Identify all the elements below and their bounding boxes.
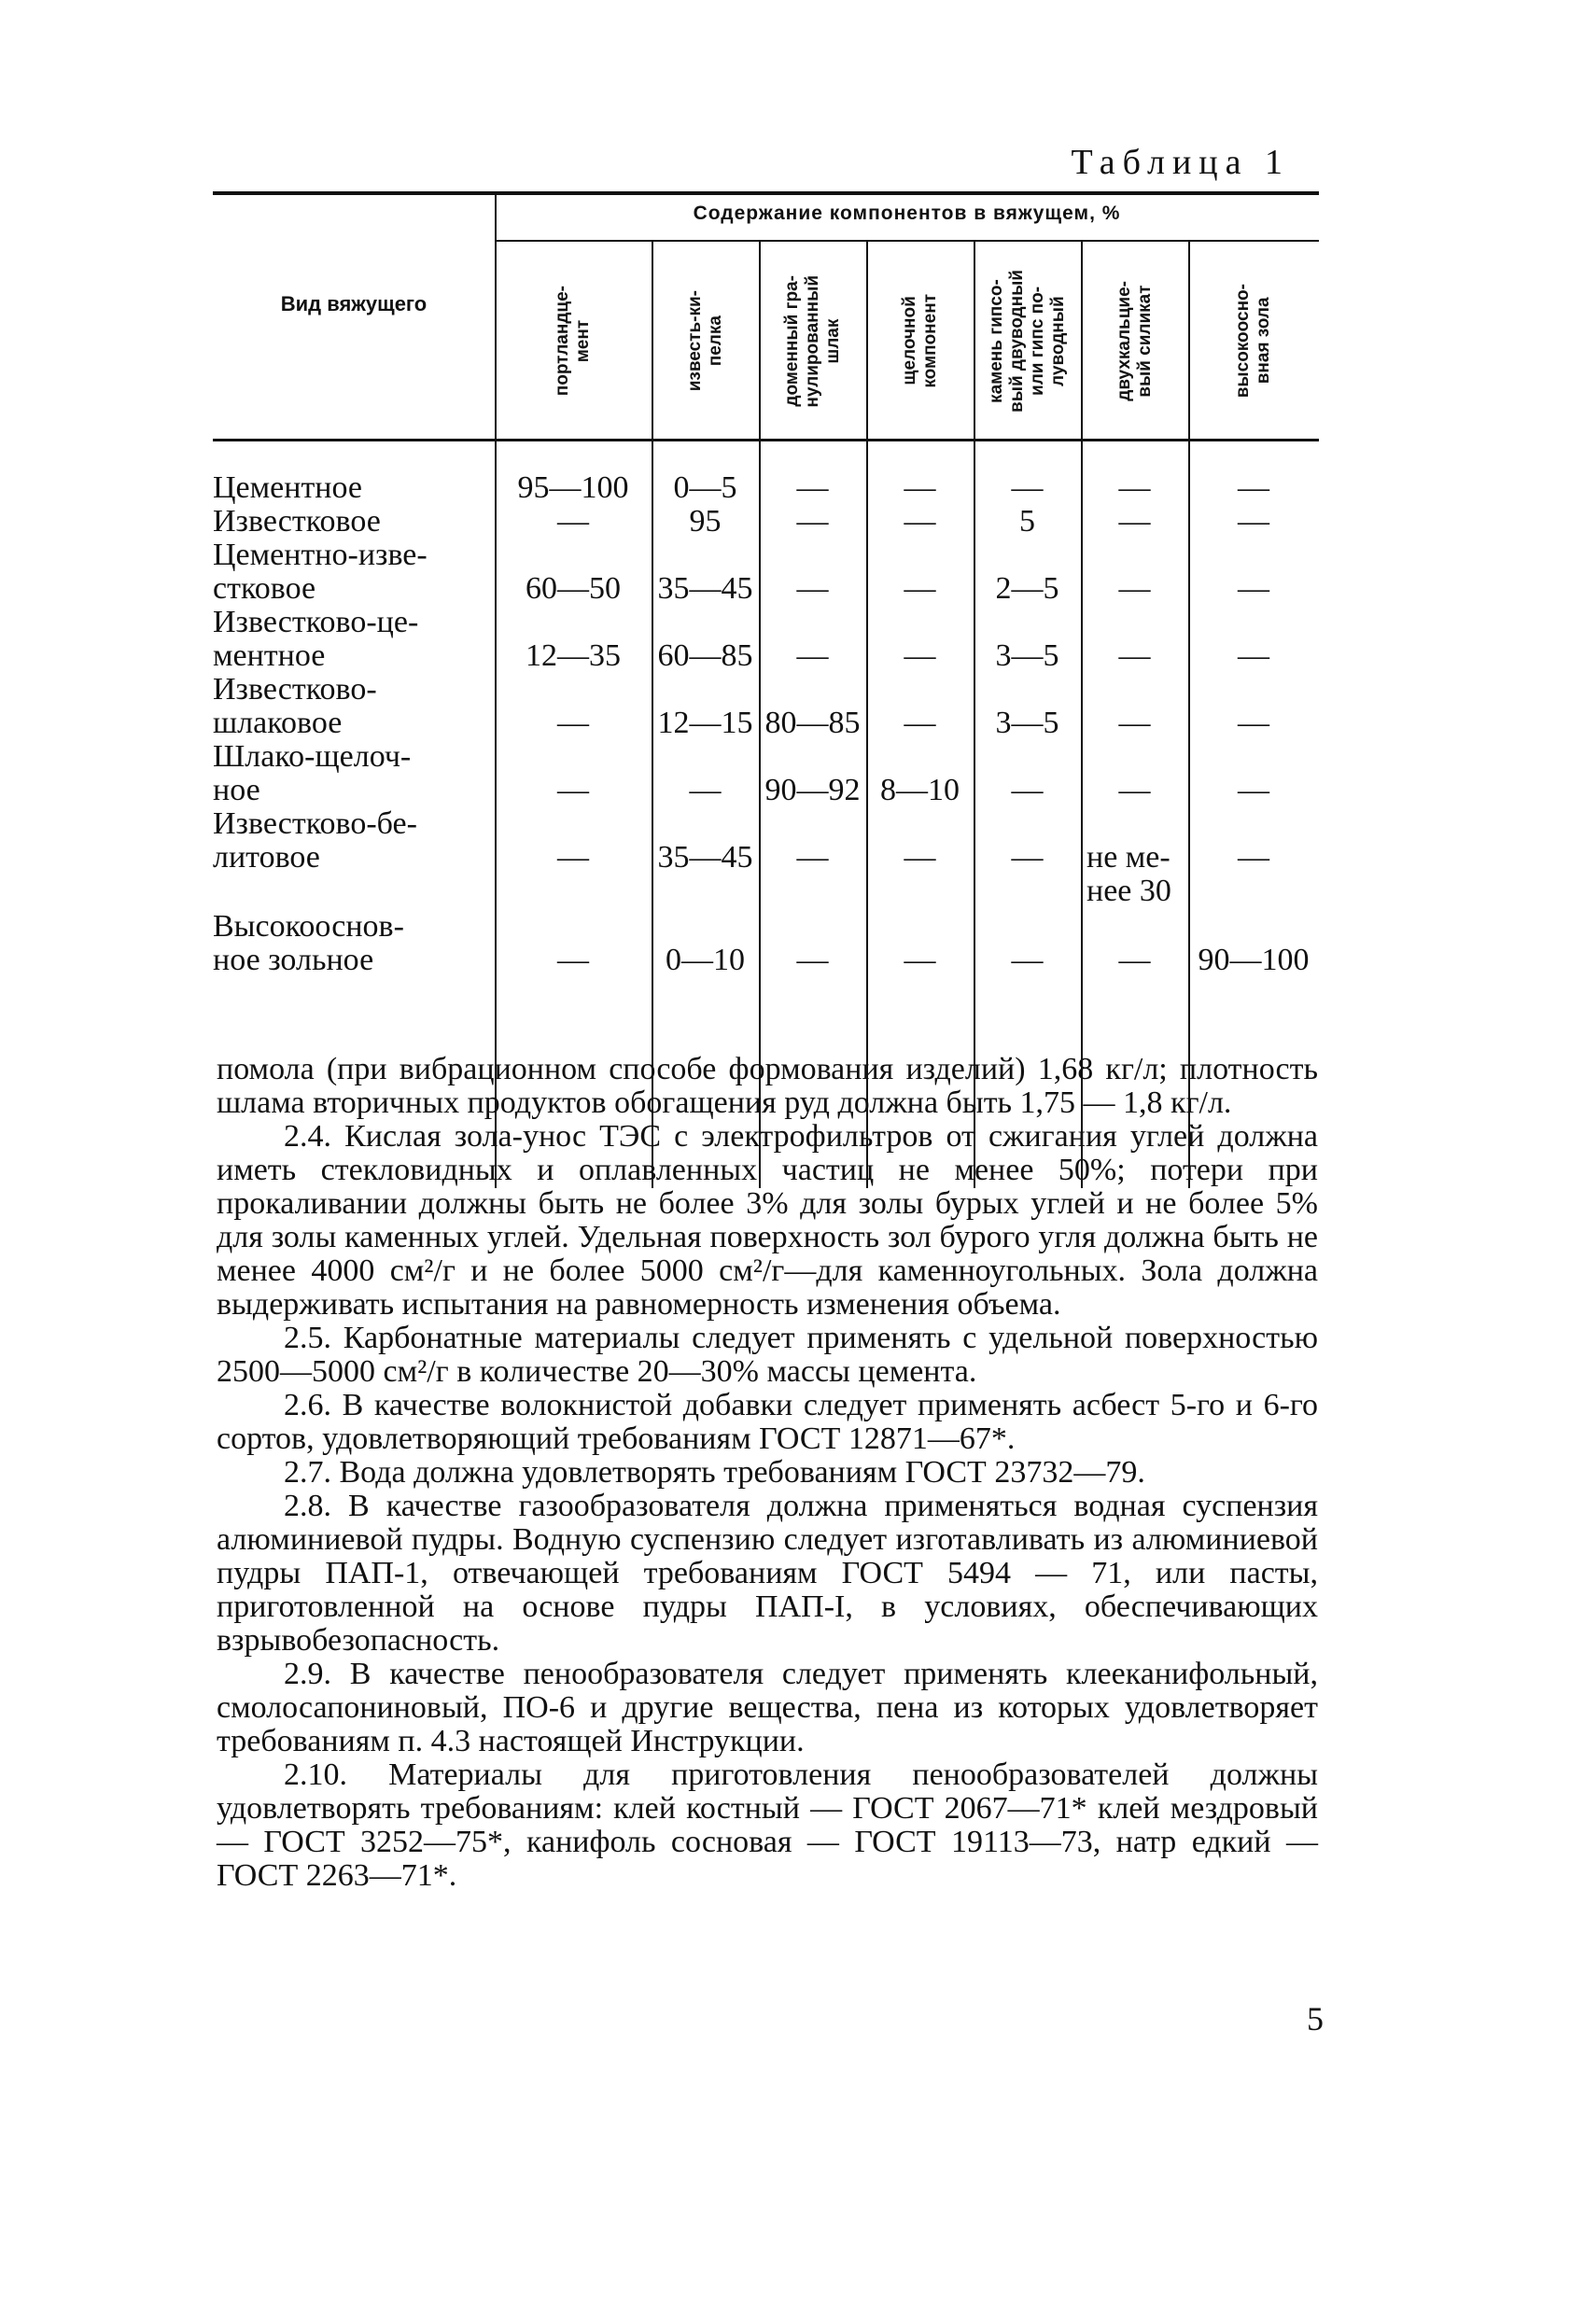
table-cell: —	[557, 943, 589, 977]
table-cell: —	[1238, 571, 1269, 606]
table-cell: —	[1238, 504, 1269, 539]
column-header-dicalcium-silicate: двухкальцие- вый силикат	[1114, 281, 1155, 401]
table-cell: 0—5	[673, 470, 737, 505]
table-cell: —	[904, 840, 936, 875]
table-cell: —	[1011, 943, 1044, 977]
table-cell: —	[1118, 504, 1151, 539]
table-cell: —	[1011, 773, 1044, 807]
table-cell: —	[1238, 773, 1269, 807]
table-cell: 35—45	[657, 840, 753, 875]
table-top-rule	[213, 191, 1319, 195]
binder-type-header: Вид вяжущего	[280, 292, 428, 315]
table-cell: 35—45	[657, 571, 753, 606]
row-label: Известково-бе- литовое	[213, 806, 417, 875]
table-cell: —	[904, 638, 936, 673]
table-cell: 5	[1019, 504, 1035, 539]
table-cell: —	[689, 773, 722, 807]
table-cell: —	[1238, 840, 1269, 875]
table-cell: 0—10	[666, 943, 745, 977]
components-group-header: Содержание компонентов в вяжущем, %	[693, 203, 1121, 224]
header-group-underline	[495, 240, 1319, 242]
table-cell: не ме- нее 30	[1086, 840, 1171, 908]
row-label: Шлако-щелоч- ное	[213, 739, 412, 807]
page-number: 5	[1307, 2000, 1324, 2037]
row-label: Известковое	[213, 504, 381, 539]
table-cell: —	[557, 840, 589, 875]
table-cell: —	[904, 504, 936, 539]
table-cell: 95—100	[517, 470, 629, 505]
table-cell: —	[1011, 470, 1044, 505]
table-cell: —	[796, 504, 829, 539]
column-header-portlandcement: портландце- мент	[553, 286, 593, 397]
paragraph: 2.5. Карбонатные материалы следует применять с удельной поверхностью 2500—5000 см²/г в количестве 20—30% массы цемента.	[217, 1321, 1318, 1389]
column-header-alkali: щелочной компонент	[899, 294, 940, 388]
paragraph: 2.10. Материалы для приготовления пенообразователей должны удовлетворять требованиям: клей костный — ГОСТ 2067—71* клей мездровый — ГОСТ 3252—75*, канифоль сосновая — ГОСТ 19113—73, натр едкий — ГОСТ 2263—71*.	[217, 1757, 1318, 1893]
column-header-quicklime: известь-ки- пелка	[684, 290, 725, 392]
table-cell: 95	[689, 504, 722, 539]
table-cell: —	[904, 571, 936, 606]
table-cell: 8—10	[880, 773, 960, 807]
table-cell: —	[796, 571, 829, 606]
table-cell: —	[1238, 470, 1269, 505]
table-cell: —	[796, 470, 829, 505]
paragraph: помола (при вибрационном способе формования изделий) 1,68 кг/л; плотность шлама вторичных продуктов обогащения руд должна быть 1,75 — 1,8 кг/л.	[217, 1052, 1318, 1120]
paragraph: 2.8. В качестве газообразователя должна применяться водная суспензия алюминиевой пудры. Водную суспензию следует изготавливать из алюминиевой пудры ПАП-1, отвечающей требованиям ГОСТ 5494 — 71, или пасты, приготовленной на основе пудры ПАП-I, в условиях, обеспечивающих взрывобезопасность.	[217, 1489, 1318, 1658]
table-cell: —	[904, 706, 936, 740]
paragraph: 2.9. В качестве пенообразователя следует применять клееканифольный, смолосапониновый, ПО-6 и другие вещества, пена из которых удовлетворяет требованиям п. 4.3 настоящей Инструкции.	[217, 1657, 1318, 1758]
table-cell: —	[1118, 571, 1151, 606]
table-cell: —	[796, 638, 829, 673]
column-header-gypsum: камень гипсо- вый двуводный или гипс по- луводный	[986, 270, 1068, 413]
table-cell: 12—35	[526, 638, 621, 673]
table-cell: —	[1238, 706, 1269, 740]
table-cell: 80—85	[764, 706, 861, 740]
table-cell: 3—5	[995, 706, 1059, 740]
table-cell: 12—15	[657, 706, 753, 740]
table-cell: —	[1118, 773, 1151, 807]
table-cell: —	[557, 773, 589, 807]
header-bottom-rule	[213, 439, 1319, 441]
row-label: Высокооснов- ное зольное	[213, 909, 404, 977]
table-cell: —	[904, 943, 936, 977]
table-cell: —	[1238, 638, 1269, 673]
table-cell: —	[1118, 470, 1151, 505]
table-cell: 90—100	[1198, 943, 1310, 977]
table-cell: 60—50	[526, 571, 621, 606]
paragraph: 2.6. В качестве волокнистой добавки следует применять асбест 5-го и 6-го сортов, удовлетворяющий требованиям ГОСТ 12871—67*.	[217, 1388, 1318, 1456]
row-label: Известково- шлаковое	[213, 672, 377, 740]
body-text	[217, 1053, 1318, 1893]
table-cell: —	[1118, 943, 1151, 977]
row-label: Цементно-изве- стковое	[213, 538, 428, 606]
table-cell: —	[796, 943, 829, 977]
table-cell: —	[796, 840, 829, 875]
column-header-high-base-ash: высокоосно- вная зола	[1233, 284, 1273, 399]
table-cell: —	[1011, 840, 1044, 875]
table-cell: —	[557, 706, 589, 740]
column-header-slag: доменный гра- нулированный шлак	[781, 274, 843, 408]
row-label: Известково-це- ментное	[213, 605, 419, 673]
paragraph: 2.7. Вода должна удовлетворять требованиям ГОСТ 23732—79.	[284, 1455, 1145, 1490]
row-label: Цементное	[213, 470, 363, 505]
table-cell: —	[557, 504, 589, 539]
table-cell: 3—5	[995, 638, 1059, 673]
table-cell: 2—5	[995, 571, 1059, 606]
table-cell: 90—92	[764, 773, 861, 807]
table-caption: Таблица 1	[1071, 143, 1290, 182]
table-cell: 60—85	[657, 638, 753, 673]
table-cell: —	[1118, 706, 1151, 740]
paragraph: 2.4. Кислая зола-унос ТЭС с электрофильтров от сжигания углей должна иметь стекловидных и оплавленных частиц не менее 50%; потери при прокаливании должны быть не более 3% для золы бурых углей и не более 5% для золы каменных углей. Удельная поверхность зол бурого угля должна быть не менее 4000 см²/г и не более 5000 см²/г—для каменноугольных. Зола должна выдерживать испытания на равномерность изменения объема.	[217, 1119, 1318, 1322]
table-cell: —	[1118, 638, 1151, 673]
table-cell: —	[904, 470, 936, 505]
